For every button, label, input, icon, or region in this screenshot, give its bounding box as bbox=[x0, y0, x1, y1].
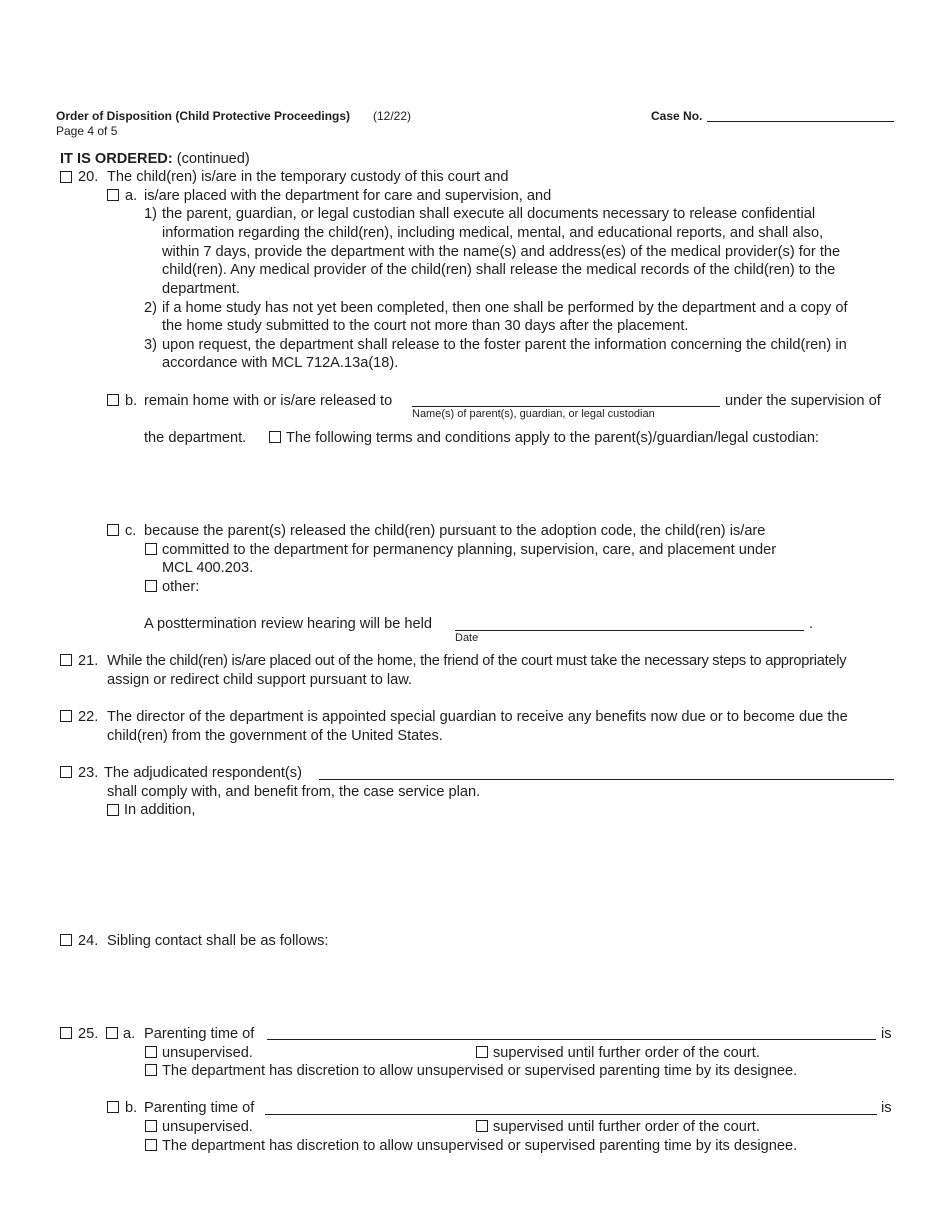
respondents-field[interactable] bbox=[319, 779, 894, 780]
item23-line2: shall comply with, and benefit from, the case service plan. bbox=[107, 784, 481, 800]
addition-label: In addition, bbox=[124, 802, 196, 818]
item25a-text: Parenting time of bbox=[144, 1026, 255, 1042]
item25b-unsupervised-label: unsupervised. bbox=[162, 1119, 253, 1135]
item20a-sub3-line2: accordance with MCL 712A.13a(18). bbox=[162, 355, 399, 371]
item25b-is: is bbox=[881, 1100, 892, 1116]
item24-text: Sibling contact shall be as follows: bbox=[107, 933, 329, 949]
item25b-checkbox[interactable] bbox=[107, 1101, 119, 1113]
item20a-checkbox[interactable] bbox=[107, 189, 119, 201]
item20c-label: c. bbox=[125, 523, 137, 539]
item20a-sub1-line2: information regarding the child(ren), including medical, mental, and educational reports, and shall also, bbox=[162, 225, 824, 241]
item22-line2: child(ren) from the government of the United States. bbox=[107, 728, 443, 744]
item25-checkbox[interactable] bbox=[60, 1027, 72, 1039]
custodian-name-field[interactable] bbox=[412, 406, 720, 407]
item25-number: 25. bbox=[78, 1026, 99, 1042]
terms-text: The following terms and conditions apply to the parent(s)/guardian/legal custodian: bbox=[286, 430, 819, 446]
item20a-sub1-line3: within 7 days, provide the department with the name(s) and address(es) of the medical provider(s) for the bbox=[162, 244, 841, 260]
item20c-text: because the parent(s) released the child(ren) pursuant to the adoption code, the child(ren) is/are bbox=[144, 523, 766, 539]
item25b-label: b. bbox=[125, 1100, 138, 1116]
form-title: Order of Disposition (Child Protective Proceedings) bbox=[56, 109, 351, 123]
item21-checkbox[interactable] bbox=[60, 654, 72, 666]
item20a-sub2-number: 2) bbox=[144, 300, 157, 316]
item25b-discretion-label: The department has discretion to allow unsupervised or supervised parenting time by its designee. bbox=[162, 1138, 798, 1154]
item21-line1: While the child(ren) is/are placed out of the home, the friend of the court must take the necessary steps to appropriately bbox=[107, 653, 847, 669]
committed-checkbox[interactable] bbox=[145, 543, 157, 555]
other-checkbox[interactable] bbox=[145, 580, 157, 592]
ordered-heading bbox=[60, 150, 250, 168]
item21-line2: assign or redirect child support pursuant to law. bbox=[107, 672, 413, 688]
item25a-unsupervised-checkbox[interactable] bbox=[145, 1046, 157, 1058]
item20a-label: a. bbox=[125, 188, 138, 204]
item20b-label: b. bbox=[125, 393, 138, 409]
item22-number: 22. bbox=[78, 709, 99, 725]
page-number: Page 4 of 5 bbox=[56, 124, 118, 138]
form-version: (12/22) bbox=[373, 109, 412, 123]
item25a-supervised-checkbox[interactable] bbox=[476, 1046, 488, 1058]
item20a-sub1-number: 1) bbox=[144, 206, 157, 222]
item20a-sub3-number: 3) bbox=[144, 337, 157, 353]
item20-checkbox[interactable] bbox=[60, 171, 72, 183]
item25a-unsupervised-label: unsupervised. bbox=[162, 1045, 253, 1061]
custodian-name-caption: Name(s) of parent(s), guardian, or legal custodian bbox=[412, 408, 655, 420]
parenting-a-name-field[interactable] bbox=[267, 1039, 876, 1040]
item20b-checkbox[interactable] bbox=[107, 394, 119, 406]
item23-number: 23. bbox=[78, 765, 99, 781]
item22-checkbox[interactable] bbox=[60, 710, 72, 722]
parenting-b-name-field[interactable] bbox=[265, 1114, 877, 1115]
item23-text: The adjudicated respondent(s) bbox=[104, 765, 302, 781]
item22-line1: The director of the department is appointed special guardian to receive any benefits now due or to become due the bbox=[107, 709, 848, 725]
committed-line1: committed to the department for permanency planning, supervision, care, and placement under bbox=[162, 542, 777, 558]
item20b-line2: the department. bbox=[144, 430, 247, 446]
terms-checkbox[interactable] bbox=[269, 431, 281, 443]
ordered-continued: (continued) bbox=[176, 151, 250, 167]
item25a-checkbox[interactable] bbox=[106, 1027, 118, 1039]
item20a-sub2-line1: if a home study has not yet been completed, then one shall be performed by the department and a copy of bbox=[162, 300, 848, 316]
item23-checkbox[interactable] bbox=[60, 766, 72, 778]
case-no-field[interactable] bbox=[707, 121, 894, 122]
hearing-period: . bbox=[809, 616, 814, 632]
item20a-sub2-line2: the home study submitted to the court not more than 30 days after the placement. bbox=[162, 318, 689, 334]
item25a-discretion-label: The department has discretion to allow unsupervised or supervised parenting time by its designee. bbox=[162, 1063, 798, 1079]
item20a-text: is/are placed with the department for care and supervision, and bbox=[144, 188, 552, 204]
item20b-text-after: under the supervision of bbox=[725, 393, 881, 409]
item25b-supervised-label: supervised until further order of the court. bbox=[493, 1119, 760, 1135]
item25b-discretion-checkbox[interactable] bbox=[145, 1139, 157, 1151]
hearing-date-field[interactable] bbox=[455, 630, 804, 631]
item20-text: The child(ren) is/are in the temporary custody of this court and bbox=[107, 169, 509, 185]
item25b-supervised-checkbox[interactable] bbox=[476, 1120, 488, 1132]
addition-checkbox[interactable] bbox=[107, 804, 119, 816]
item24-checkbox[interactable] bbox=[60, 934, 72, 946]
hearing-text: A posttermination review hearing will be held bbox=[144, 616, 432, 632]
item25a-label: a. bbox=[123, 1026, 136, 1042]
case-no-label: Case No. bbox=[651, 109, 703, 123]
item25a-discretion-checkbox[interactable] bbox=[145, 1064, 157, 1076]
other-label: other: bbox=[162, 579, 200, 595]
item20a-sub1-line1: the parent, guardian, or legal custodian shall execute all documents necessary to release confidential bbox=[162, 206, 816, 222]
item24-number: 24. bbox=[78, 933, 99, 949]
item20a-sub1-line4: child(ren). Any medical provider of the child(ren) shall release the medical records of the child(ren) to the bbox=[162, 262, 836, 278]
item25b-unsupervised-checkbox[interactable] bbox=[145, 1120, 157, 1132]
committed-line2: MCL 400.203. bbox=[162, 560, 254, 576]
hearing-date-caption: Date bbox=[455, 632, 479, 644]
item21-number: 21. bbox=[78, 653, 99, 669]
item20c-checkbox[interactable] bbox=[107, 524, 119, 536]
item25b-text: Parenting time of bbox=[144, 1100, 255, 1116]
item25a-supervised-label: supervised until further order of the court. bbox=[493, 1045, 760, 1061]
ordered-label: IT IS ORDERED: bbox=[60, 151, 173, 167]
item25a-is: is bbox=[881, 1026, 892, 1042]
item20-number: 20. bbox=[78, 169, 99, 185]
item20a-sub3-line1: upon request, the department shall release to the foster parent the information concerning the child(ren) in bbox=[162, 337, 847, 353]
item20b-text: remain home with or is/are released to bbox=[144, 393, 393, 409]
item20a-sub1-line5: department. bbox=[162, 281, 240, 297]
